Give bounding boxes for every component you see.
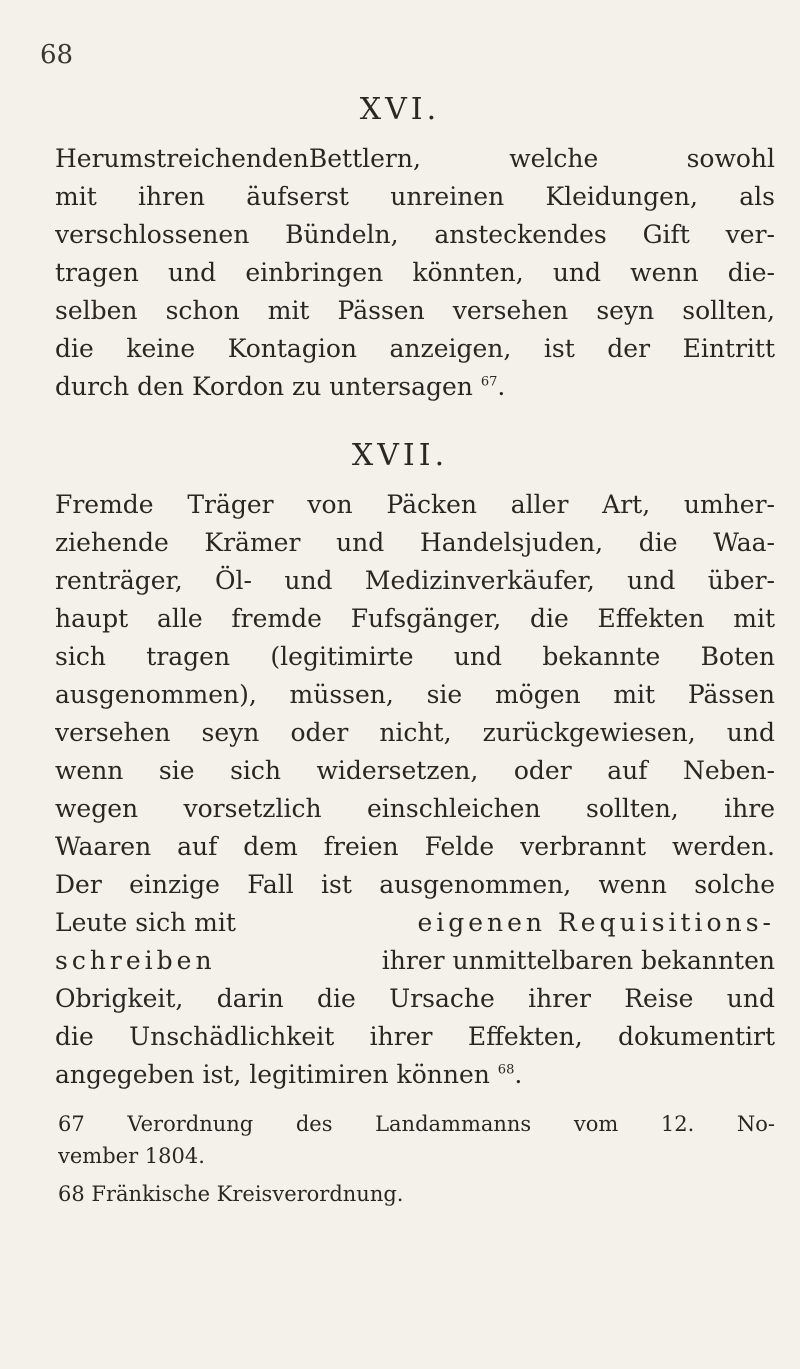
paragraph-line: Der einzige Fall ist ausgenommen, wenn solche: [55, 870, 775, 899]
paragraph-line: wenn sie sich widersetzen, oder auf Neben-: [55, 756, 775, 785]
page-number: 68: [40, 40, 74, 70]
paragraph-line: tragen und einbringen könnten, und wenn die-: [55, 258, 775, 287]
footnote-68: [58, 1178, 775, 1210]
footnote-67-continued: vember 1804.: [58, 1144, 205, 1168]
paragraph-line: sich tragen (legitimirte und bekannte Boten: [55, 642, 775, 671]
paragraph-line: Fremde Träger von Päcken aller Art, umher-: [55, 490, 775, 519]
paragraph-line: haupt alle fremde Fufsgänger, die Effekten mit: [55, 604, 775, 633]
footnote-text: Verordnung des Landammanns vom 12. No-: [127, 1112, 775, 1136]
paragraph-line: Waaren auf dem freien Felde verbrannt werden.: [55, 832, 775, 861]
paragraph-line: mit ihren äufserst unreinen Kleidungen, als: [55, 182, 775, 211]
section-heading-xvii: XVII.: [351, 438, 449, 473]
line-text: angegeben ist, legitimiren können: [55, 1060, 490, 1089]
footnote-67: [58, 1108, 775, 1140]
paragraph-line: ausgenommen), müssen, sie mögen mit Pässen: [55, 680, 775, 709]
paragraph-line: selben schon mit Pässen versehen seyn sollten,: [55, 296, 775, 325]
paragraph-line: versehen seyn oder nicht, zurückgewiesen, und: [55, 718, 775, 747]
end-punctuation: .: [497, 372, 506, 401]
paragraph-line: die keine Kontagion anzeigen, ist der Eintritt: [55, 334, 775, 363]
line-text: ihrer unmittelbaren bekannten: [381, 946, 775, 975]
footnote-number: 67: [58, 1112, 85, 1136]
paragraph-line: [55, 904, 775, 942]
spaced-emphasis: schreiben: [55, 946, 216, 975]
paragraph-line: HerumstreichendenBettlern, welche sowohl: [55, 144, 775, 173]
paragraph-line: [55, 942, 775, 980]
spaced-emphasis: eigenen Requisitions-: [417, 908, 775, 937]
end-punctuation: .: [514, 1060, 523, 1089]
line-text: durch den Kordon zu untersagen: [55, 372, 473, 401]
section-heading-xvi: XVI.: [359, 92, 441, 127]
footnote-number: 68: [58, 1182, 85, 1206]
paragraph-line-last: [55, 1056, 775, 1094]
paragraph-line: ziehende Krämer und Handelsjuden, die Waa-: [55, 528, 775, 557]
line-text: Leute sich mit: [55, 908, 236, 937]
footnote-text: Fränkische Kreisverordnung.: [91, 1182, 404, 1206]
paragraph-line: verschlossenen Bündeln, ansteckendes Gift ver-: [55, 220, 775, 249]
footnote-ref-68[interactable]: 68: [497, 1062, 515, 1078]
paragraph-line: Obrigkeit, darin die Ursache ihrer Reise und: [55, 984, 775, 1013]
paragraph-line: die Unschädlichkeit ihrer Effekten, dokumentirt: [55, 1022, 775, 1051]
footnote-ref-67[interactable]: 67: [480, 374, 498, 390]
paragraph-line: wegen vorsetzlich einschleichen sollten, ihre: [55, 794, 775, 823]
paragraph-line: renträger, Öl- und Medizinverkäufer, und über-: [55, 566, 775, 595]
paragraph-line-last: [55, 368, 775, 406]
